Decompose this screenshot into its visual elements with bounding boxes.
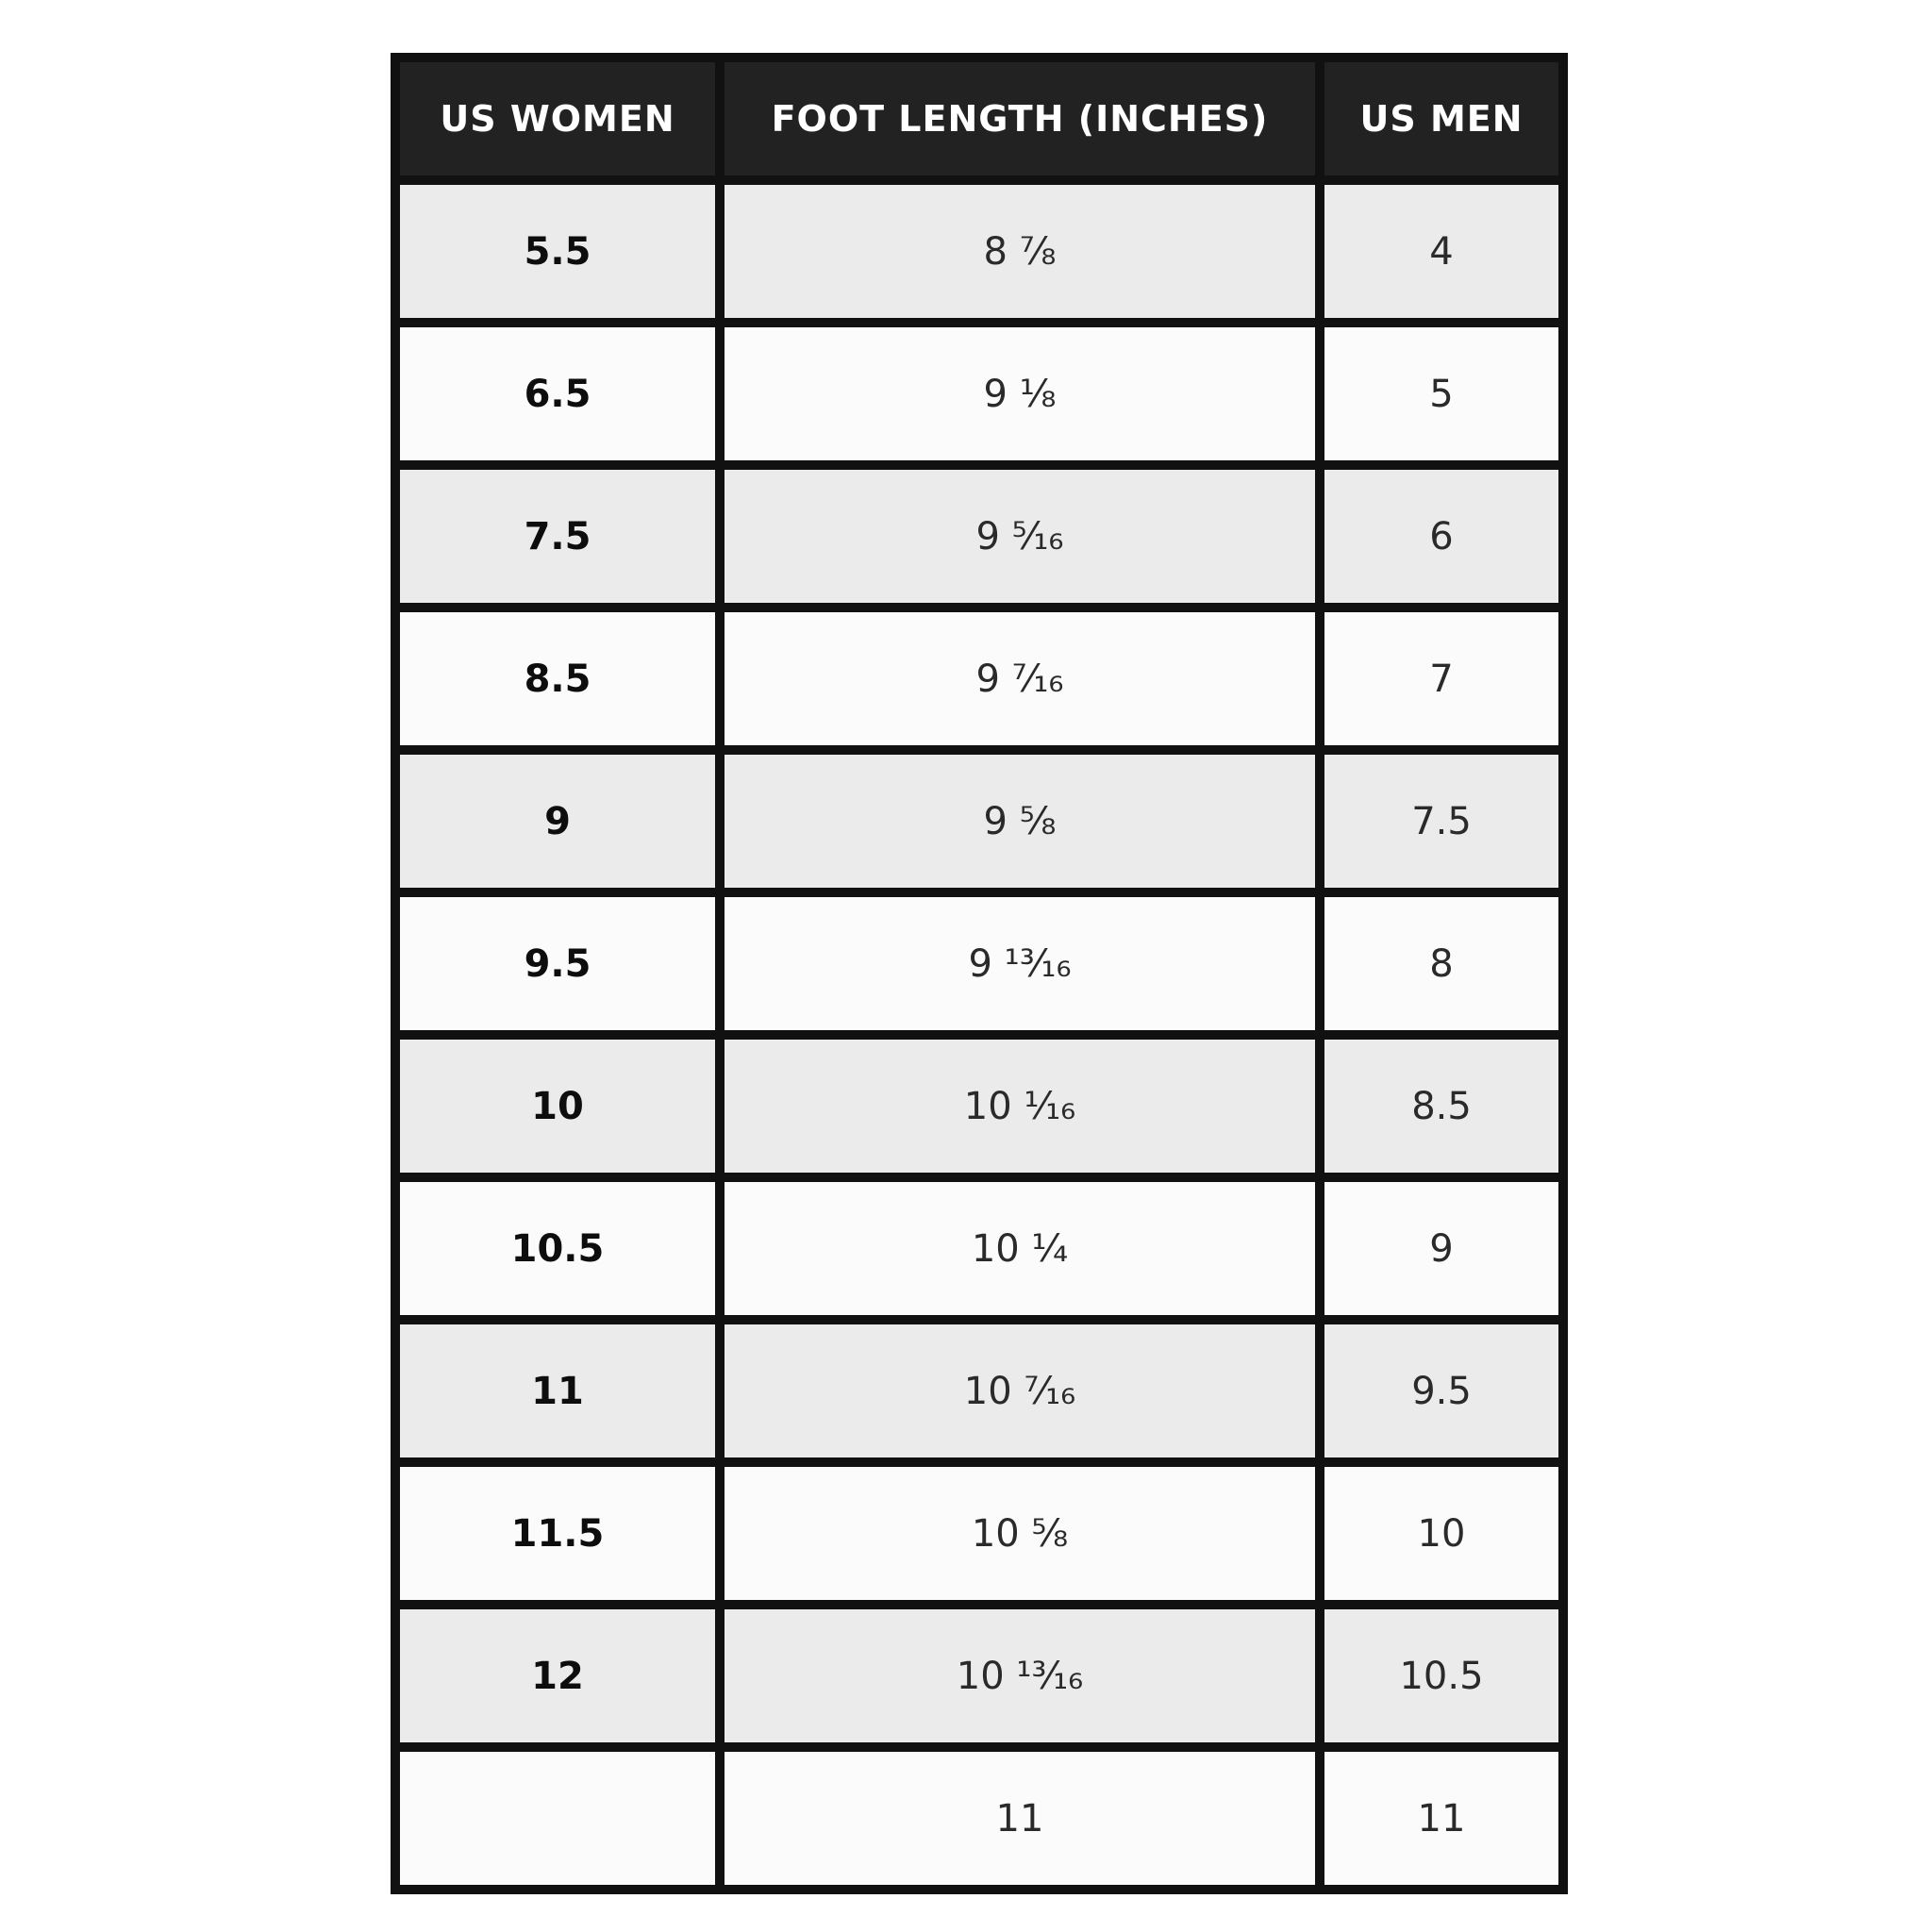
foot-length-cell: 11 <box>720 1747 1320 1890</box>
foot-length-cell: 9 ⁷⁄₁₆ <box>720 608 1320 750</box>
us-women-cell: 9 <box>395 750 720 892</box>
table-row <box>395 1177 1563 1320</box>
foot-length-cell: 10 ¹⁄₁₆ <box>720 1035 1320 1177</box>
table-row <box>395 1320 1563 1462</box>
table-row <box>395 1605 1563 1747</box>
us-men-cell: 9.5 <box>1320 1320 1563 1462</box>
table-row <box>395 892 1563 1035</box>
table-row <box>395 1035 1563 1177</box>
us-women-cell <box>395 1747 720 1890</box>
table-row <box>395 180 1563 323</box>
foot-length-cell: 8 ⁷⁄₈ <box>720 180 1320 323</box>
size-chart-table <box>391 53 1568 1894</box>
table-row <box>395 323 1563 465</box>
foot-length-cell: 9 ⁵⁄₈ <box>720 750 1320 892</box>
us-women-cell: 5.5 <box>395 180 720 323</box>
us-women-cell: 9.5 <box>395 892 720 1035</box>
foot-length-cell: 10 ⁵⁄₈ <box>720 1462 1320 1605</box>
us-men-cell: 9 <box>1320 1177 1563 1320</box>
table-row <box>395 1747 1563 1890</box>
us-men-cell: 5 <box>1320 323 1563 465</box>
us-men-cell: 11 <box>1320 1747 1563 1890</box>
table-body <box>395 180 1563 1890</box>
us-women-cell: 12 <box>395 1605 720 1747</box>
us-men-cell: 10.5 <box>1320 1605 1563 1747</box>
us-men-cell: 4 <box>1320 180 1563 323</box>
us-men-cell: 8 <box>1320 892 1563 1035</box>
foot-length-cell: 9 ¹⁄₈ <box>720 323 1320 465</box>
header-foot-length: FOOT LENGTH (INCHES) <box>720 58 1320 180</box>
us-women-cell: 10 <box>395 1035 720 1177</box>
us-women-cell: 11 <box>395 1320 720 1462</box>
us-men-cell: 7 <box>1320 608 1563 750</box>
us-men-cell: 8.5 <box>1320 1035 1563 1177</box>
header-row <box>395 58 1563 180</box>
us-women-cell: 6.5 <box>395 323 720 465</box>
table-row <box>395 1462 1563 1605</box>
us-men-cell: 10 <box>1320 1462 1563 1605</box>
us-men-cell: 6 <box>1320 465 1563 608</box>
table-row <box>395 465 1563 608</box>
us-women-cell: 10.5 <box>395 1177 720 1320</box>
foot-length-cell: 10 ¹³⁄₁₆ <box>720 1605 1320 1747</box>
table-row <box>395 750 1563 892</box>
us-men-cell: 7.5 <box>1320 750 1563 892</box>
header-us-women: US WOMEN <box>395 58 720 180</box>
table-row <box>395 608 1563 750</box>
foot-length-cell: 10 ¹⁄₄ <box>720 1177 1320 1320</box>
us-women-cell: 8.5 <box>395 608 720 750</box>
foot-length-cell: 10 ⁷⁄₁₆ <box>720 1320 1320 1462</box>
foot-length-cell: 9 ¹³⁄₁₆ <box>720 892 1320 1035</box>
us-women-cell: 7.5 <box>395 465 720 608</box>
header-us-men: US MEN <box>1320 58 1563 180</box>
us-women-cell: 11.5 <box>395 1462 720 1605</box>
foot-length-cell: 9 ⁵⁄₁₆ <box>720 465 1320 608</box>
